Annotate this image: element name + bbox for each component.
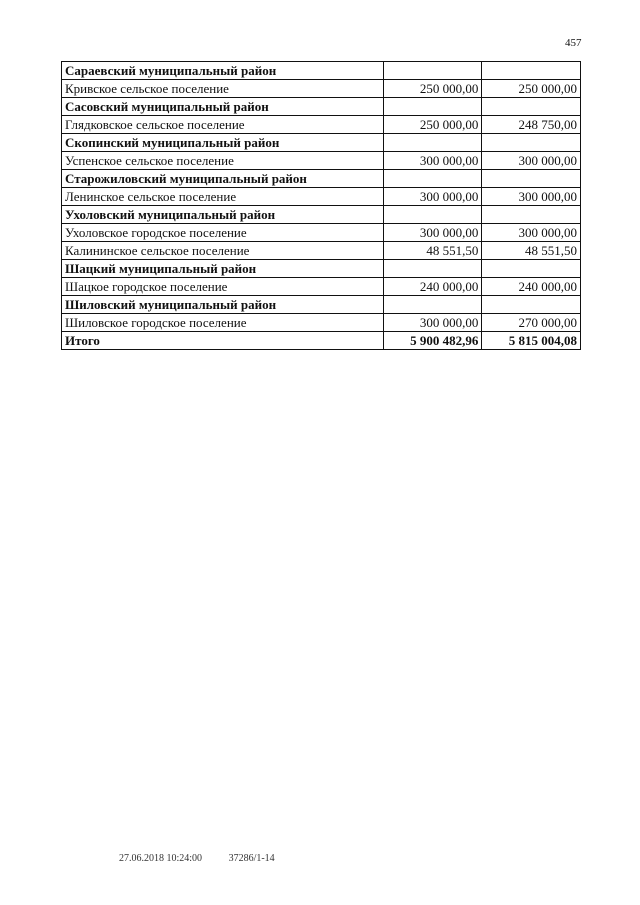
row-name: Ленинское сельское поселение <box>62 188 384 206</box>
row-name: Глядковское сельское поселение <box>62 116 384 134</box>
row-value-1 <box>383 296 482 314</box>
table-row-settlement <box>62 80 581 98</box>
table-row-district <box>62 296 581 314</box>
row-value-1: 48 551,50 <box>383 242 482 260</box>
row-value-2: 48 551,50 <box>482 242 581 260</box>
row-value-2 <box>482 296 581 314</box>
row-name: Сасовский муниципальный район <box>62 98 384 116</box>
row-name: Старожиловский муниципальный район <box>62 170 384 188</box>
row-name: Шиловское городское поселение <box>62 314 384 332</box>
row-value-1: 250 000,00 <box>383 116 482 134</box>
table-row-settlement <box>62 116 581 134</box>
table-row-district <box>62 62 581 80</box>
row-name: Ухоловское городское поселение <box>62 224 384 242</box>
row-value-1 <box>383 62 482 80</box>
table-row-settlement <box>62 188 581 206</box>
row-name: Ухоловский муниципальный район <box>62 206 384 224</box>
table-row-total <box>62 332 581 350</box>
row-name: Шацкое городское поселение <box>62 278 384 296</box>
row-name: Калининское сельское поселение <box>62 242 384 260</box>
row-name: Шиловский муниципальный район <box>62 296 384 314</box>
table-row-district <box>62 206 581 224</box>
row-value-1: 240 000,00 <box>383 278 482 296</box>
row-value-2: 300 000,00 <box>482 188 581 206</box>
row-value-2: 300 000,00 <box>482 224 581 242</box>
table-row-district <box>62 260 581 278</box>
table-row-district <box>62 170 581 188</box>
row-value-1: 300 000,00 <box>383 152 482 170</box>
row-value-2 <box>482 260 581 278</box>
row-value-2 <box>482 62 581 80</box>
table-row-settlement <box>62 242 581 260</box>
row-value-2: 248 750,00 <box>482 116 581 134</box>
total-value-2: 5 815 004,08 <box>482 332 581 350</box>
table-row-settlement <box>62 224 581 242</box>
row-value-1: 300 000,00 <box>383 314 482 332</box>
table-row-settlement <box>62 152 581 170</box>
row-value-1 <box>383 98 482 116</box>
row-value-2: 300 000,00 <box>482 152 581 170</box>
footer <box>119 853 275 864</box>
row-value-1: 250 000,00 <box>383 80 482 98</box>
table-row-settlement <box>62 314 581 332</box>
table-row-settlement <box>62 278 581 296</box>
row-value-1 <box>383 134 482 152</box>
row-value-1: 300 000,00 <box>383 224 482 242</box>
row-value-1 <box>383 206 482 224</box>
row-value-2: 240 000,00 <box>482 278 581 296</box>
table-row-district <box>62 134 581 152</box>
budget-table <box>61 61 581 350</box>
row-name: Сараевский муниципальный район <box>62 62 384 80</box>
row-value-2 <box>482 98 581 116</box>
page-number: 457 <box>565 37 582 49</box>
row-value-2 <box>482 206 581 224</box>
footer-timestamp: 27.06.2018 10:24:00 <box>119 853 203 864</box>
row-name: Скопинский муниципальный район <box>62 134 384 152</box>
footer-doc-code: 37286/1-14 <box>228 853 275 864</box>
row-value-2 <box>482 170 581 188</box>
total-label: Итого <box>62 332 384 350</box>
row-value-1 <box>383 260 482 278</box>
row-value-1 <box>383 170 482 188</box>
row-value-2: 250 000,00 <box>482 80 581 98</box>
row-name: Шацкий муниципальный район <box>62 260 384 278</box>
row-name: Успенское сельское поселение <box>62 152 384 170</box>
total-value-1: 5 900 482,96 <box>383 332 482 350</box>
row-value-2 <box>482 134 581 152</box>
row-value-2: 270 000,00 <box>482 314 581 332</box>
row-value-1: 300 000,00 <box>383 188 482 206</box>
table-row-district <box>62 98 581 116</box>
row-name: Кривское сельское поселение <box>62 80 384 98</box>
